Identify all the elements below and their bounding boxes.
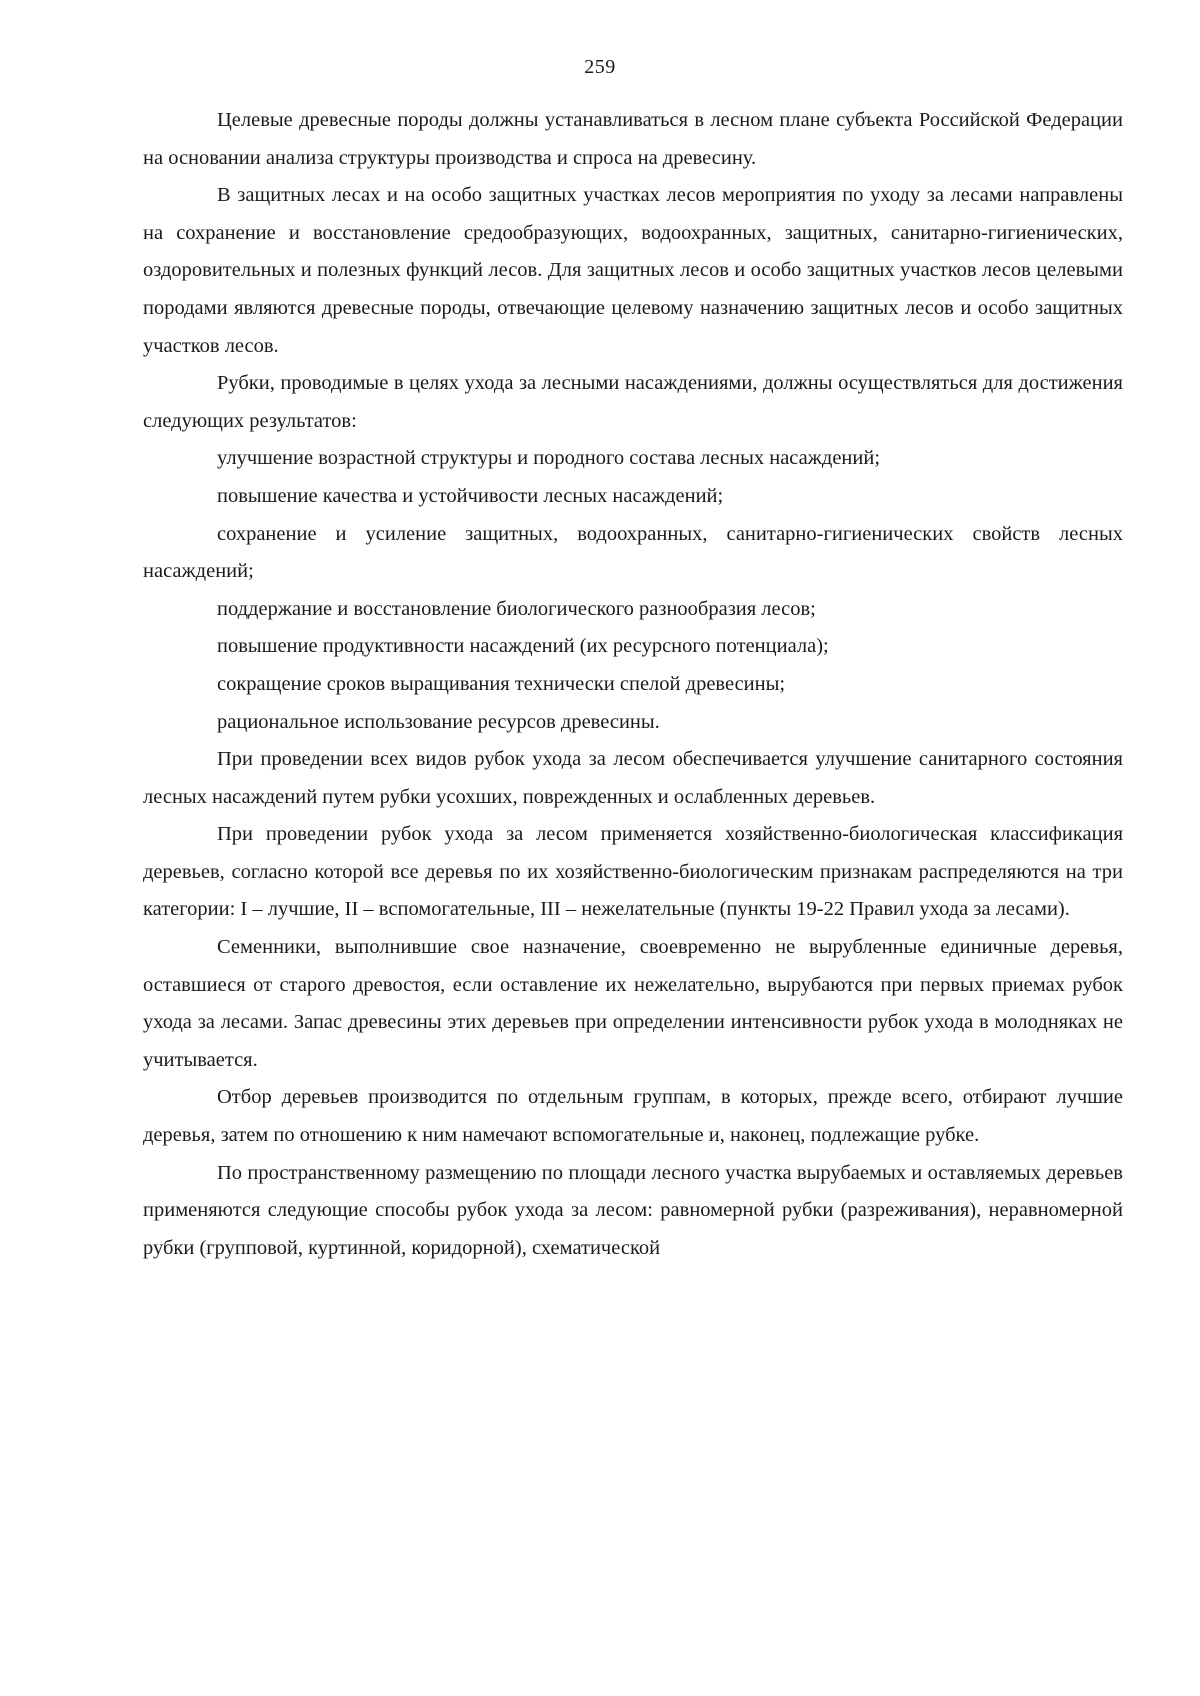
page-number: 259	[584, 56, 616, 78]
paragraph-target-species: Целевые древесные породы должны устанавливаться в лесном плане субъекта Российской Федерации на основании анализа структуры производства и спроса на древесину.	[143, 109, 1123, 169]
paragraph-tree-classification: При проведении рубок ухода за лесом применяется хозяйственно-биологическая классификация деревьев, согласно которой все деревья по их хозяйственно-биологическим признакам распределяются на три категории: I – лучшие, II – вспомогательные, III – нежелательные (пункты 19-22 Правил ухода за лесами).	[143, 823, 1123, 921]
document-body	[143, 102, 1123, 1267]
list-item-rational-use: рациональное использование ресурсов древесины.	[217, 710, 660, 733]
list-item-protective-properties: сохранение и усиление защитных, водоохранных, санитарно-гигиенических свойств лесных насаждений;	[143, 522, 1123, 583]
list-item-biodiversity: поддержание и восстановление биологического разнообразия лесов;	[217, 597, 816, 620]
paragraph-seed-trees: Семенники, выполнившие свое назначение, своевременно не вырубленные единичные деревья, оставшиеся от старого древостоя, если оставление их нежелательно, вырубаются при первых приемах рубок ухода за лесами. Запас древесины этих деревьев при определении интенсивности рубок ухода в молодняках не учитывается.	[143, 936, 1123, 1071]
paragraph-protective-forests: В защитных лесах и на особо защитных участках лесов мероприятия по уходу за лесами направлены на сохранение и восстановление средообразующих, водоохранных, защитных, санитарно-гигиенических, оздоровительных и полезных функций лесов. Для защитных лесов и особо защитных участков лесов целевыми породами являются древесные породы, отвечающие целевому назначению защитных лесов и особо защитных участков лесов.	[143, 184, 1123, 357]
paragraph-care-cuttings-goals: Рубки, проводимые в целях ухода за лесными насаждениями, должны осуществляться для достижения следующих результатов:	[143, 372, 1123, 432]
paragraph-sanitary-state: При проведении всех видов рубок ухода за лесом обеспечивается улучшение санитарного состояния лесных насаждений путем рубки усохших, поврежденных и ослабленных деревьев.	[143, 748, 1123, 808]
paragraph-spatial-methods: По пространственному размещению по площади лесного участка вырубаемых и оставляемых деревьев применяются следующие способы рубок ухода за лесом: равномерной рубки (разреживания), неравномерной рубки (групповой, куртинной, коридорной), схематической	[143, 1161, 1123, 1259]
list-item-age-structure: улучшение возрастной структуры и породного состава лесных насаждений;	[217, 447, 881, 470]
paragraph-tree-selection: Отбор деревьев производится по отдельным группам, в которых, прежде всего, отбирают лучшие деревья, затем по отношению к ним намечают вспомогательные и, наконец, подлежащие рубке.	[143, 1086, 1123, 1147]
list-item-productivity: повышение продуктивности насаждений (их ресурсного потенциала);	[217, 635, 829, 658]
list-item-quality-stability: повышение качества и устойчивости лесных насаждений;	[217, 484, 724, 507]
list-item-growing-period: сокращение сроков выращивания технически спелой древесины;	[217, 672, 786, 695]
